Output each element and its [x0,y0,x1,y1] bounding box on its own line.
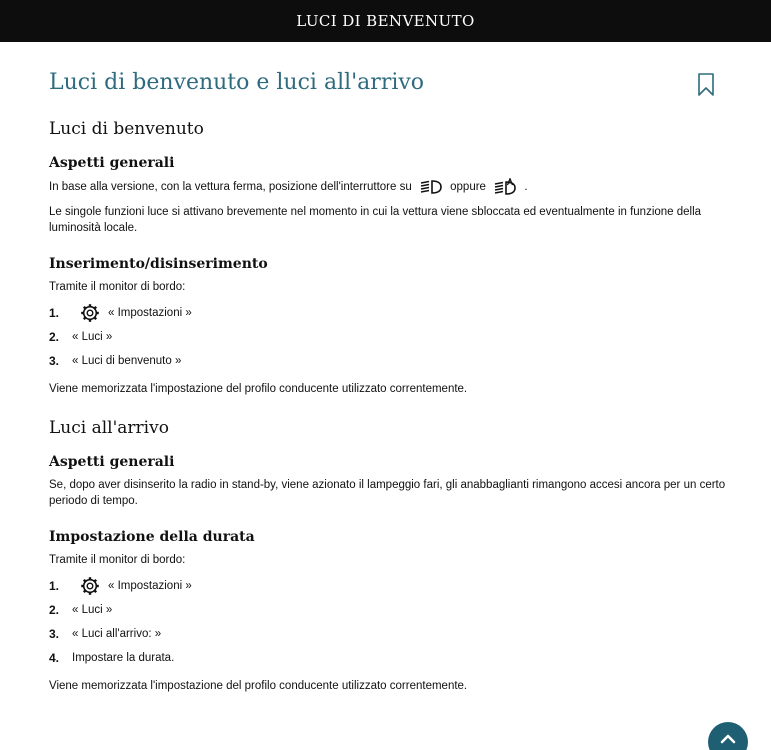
automatic-headlight-icon [493,178,517,196]
list-item: 2. « Luci » [49,598,729,622]
menu-path-lights-2: « Luci » [72,604,113,616]
onboard-monitor-intro-2: Tramite il monitor di bordo: [49,554,186,566]
page-title: Luci di benvenuto e luci all'arrivo [49,70,425,95]
header-title: LUCI DI BENVENUTO [296,12,475,30]
article [49,68,729,694]
menu-path-arrival-lights: « Luci all'arrivo: » [72,628,162,640]
switch-position-text [49,178,729,196]
menu-path-settings-2: « Impostazioni » [108,580,192,592]
top-bar [0,0,771,42]
switch-position-text-start: In base alla versione, con la vettura ferma, posizione dell'interruttore su [49,181,412,194]
scroll-to-top-button[interactable] [708,722,748,750]
set-duration-step: Impostare la durata. [72,652,175,664]
period-text: . [524,181,528,194]
arrival-lights-description: Se, dopo aver disinserito la radio in stand-by, viene azionato il lampeggio fari, gli anabbaglianti rimangono accesi ancora per un certo periodo di tempo. [49,479,726,507]
list-item: 3. « Luci all'arrivo: » [49,622,729,646]
gear-icon [78,303,102,323]
menu-path-welcome-lights: « Luci di benvenuto » [72,355,182,367]
gear-icon [78,576,102,596]
subsection-title-general: Aspetti generali [49,155,175,171]
list-item: 2. « Luci » [49,325,729,349]
profile-note-2: Viene memorizzata l'impostazione del profilo conducente utilizzato correntemente. [49,680,468,692]
arrival-steps-list [49,574,729,670]
list-item: 1. « Impostazioni » [49,301,729,325]
menu-path-settings: « Impostazioni » [108,307,192,319]
list-item: 1. « Impostazioni » [49,574,729,598]
low-beam-headlight-icon [419,179,443,195]
list-item: 3. « Luci di benvenuto » [49,349,729,373]
menu-path-lights: « Luci » [72,331,113,343]
welcome-lights-description: Le singole funzioni luce si attivano brevemente nel momento in cui la vettura viene sbloccata ed eventualmente in funzione della luminosità locale. [49,206,702,234]
subsection-title-toggle: Inserimento/disinserimento [49,256,268,272]
chevron-up-icon [720,732,736,744]
section-title-welcome-lights: Luci di benvenuto [49,119,204,139]
onboard-monitor-intro: Tramite il monitor di bordo: [49,281,186,293]
welcome-steps-list [49,301,729,373]
section-title-arrival-lights: Luci all'arrivo [49,418,169,438]
or-text: oppure [450,181,486,194]
list-item: 4. Impostare la durata. [49,646,729,670]
subsection-title-general-2: Aspetti generali [49,454,175,470]
profile-note: Viene memorizzata l'impostazione del profilo conducente utilizzato correntemente. [49,383,468,395]
subsection-title-duration: Impostazione della durata [49,529,255,545]
